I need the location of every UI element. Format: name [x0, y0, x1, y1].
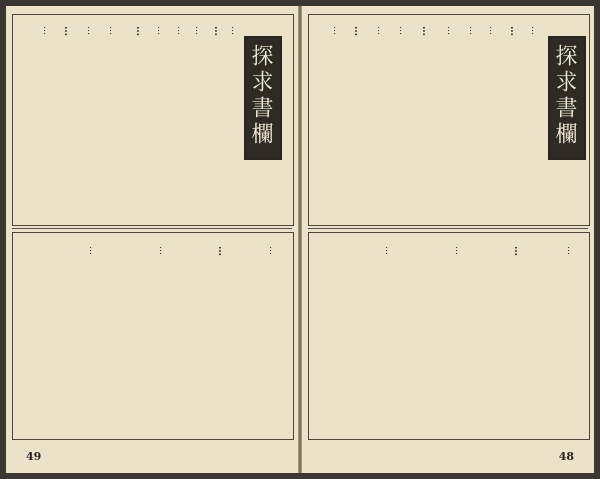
left-page-number: 49 [26, 450, 42, 463]
left-header-title: 探求書欄 [248, 44, 273, 148]
left-top-section [12, 14, 294, 226]
right-col: … [467, 26, 477, 36]
right-col: … [420, 26, 431, 37]
left-divider [12, 228, 292, 229]
right-col: … [565, 246, 575, 256]
left-col: … [229, 26, 239, 36]
right-header-title: 探求書欄 [552, 44, 577, 148]
left-col: … [134, 26, 145, 37]
right-col: … [375, 26, 385, 36]
left-col: … [175, 26, 185, 36]
left-col: … [267, 246, 277, 256]
right-col: … [352, 26, 363, 37]
left-col: … [107, 26, 117, 36]
right-divider [308, 228, 588, 229]
right-col: … [487, 26, 497, 36]
right-page-number: 48 [558, 450, 574, 463]
right-col: … [508, 26, 519, 37]
right-col: … [383, 246, 393, 256]
right-page [302, 6, 594, 473]
left-page [6, 6, 298, 473]
left-col: … [62, 26, 73, 37]
left-col: … [212, 26, 223, 37]
right-col: … [397, 26, 407, 36]
right-col: … [445, 26, 455, 36]
right-col: … [453, 246, 463, 256]
left-col: … [41, 26, 51, 36]
left-col: … [193, 26, 203, 36]
right-col: … [529, 26, 539, 36]
left-col: … [157, 246, 167, 256]
left-col: … [85, 26, 95, 36]
right-col: … [512, 246, 523, 257]
right-bottom-section [308, 232, 590, 440]
left-bottom-section [12, 232, 294, 440]
left-col: … [155, 26, 165, 36]
left-col: … [87, 246, 97, 256]
left-col: … [216, 246, 227, 257]
right-col: … [331, 26, 341, 36]
book-spread [6, 6, 594, 473]
